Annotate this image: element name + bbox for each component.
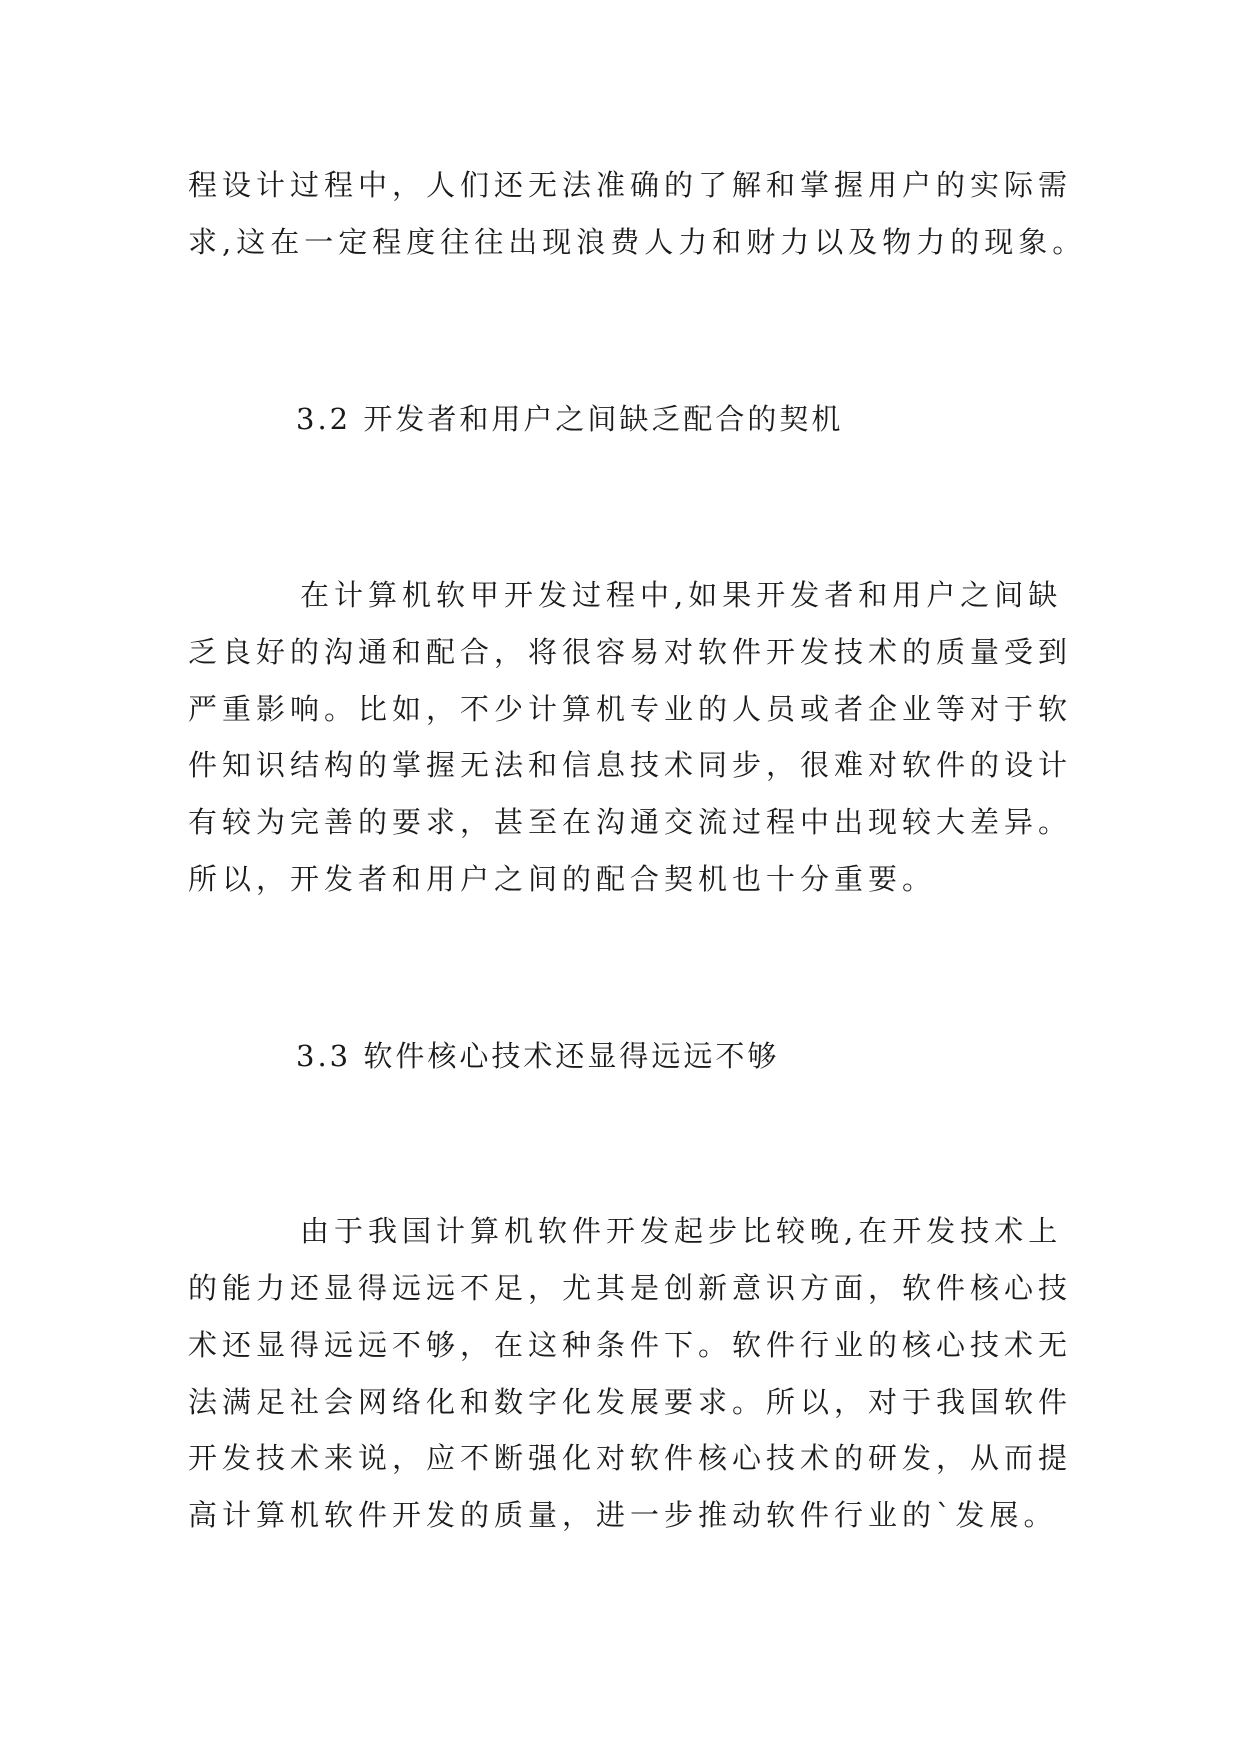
- paragraph-line: 严重影响。比如，不少计算机专业的人员或者企业等对于软: [188, 692, 1073, 726]
- paragraph-line: 求,这在一定程度往往出现浪费人力和财力以及物力的现象。: [188, 225, 1087, 259]
- paragraph-line: 所以，开发者和用户之间的配合契机也十分重要。: [188, 862, 937, 896]
- paragraph-line: 件知识结构的掌握无法和信息技术同步，很难对软件的设计: [188, 748, 1073, 782]
- paragraph-line: 程设计过程中，人们还无法准确的了解和掌握用户的实际需: [188, 168, 1073, 202]
- paragraph-line: 高计算机软件开发的质量，进一步推动软件行业的`发展。: [188, 1498, 1058, 1532]
- section-heading-3-2: 3.2 开发者和用户之间缺乏配合的契机: [296, 402, 844, 436]
- paragraph-line: 开发技术来说，应不断强化对软件核心技术的研发，从而提: [188, 1441, 1073, 1475]
- paragraph-line: 有较为完善的要求，甚至在沟通交流过程中出现较大差异。: [188, 805, 1073, 839]
- paragraph-line: 术还显得远远不够，在这种条件下。软件行业的核心技术无: [188, 1328, 1073, 1362]
- paragraph-line: 由于我国计算机软件开发起步比较晚,在开发技术上: [300, 1214, 1063, 1248]
- paragraph-line: 乏良好的沟通和配合，将很容易对软件开发技术的质量受到: [188, 635, 1073, 669]
- paragraph-line: 的能力还显得远远不足，尤其是创新意识方面，软件核心技: [188, 1271, 1073, 1305]
- section-heading-3-3: 3.3 软件核心技术还显得远远不够: [296, 1039, 780, 1073]
- paragraph-line: 法满足社会网络化和数字化发展要求。所以，对于我国软件: [188, 1385, 1073, 1419]
- paragraph-line: 在计算机软甲开发过程中,如果开发者和用户之间缺: [300, 578, 1063, 612]
